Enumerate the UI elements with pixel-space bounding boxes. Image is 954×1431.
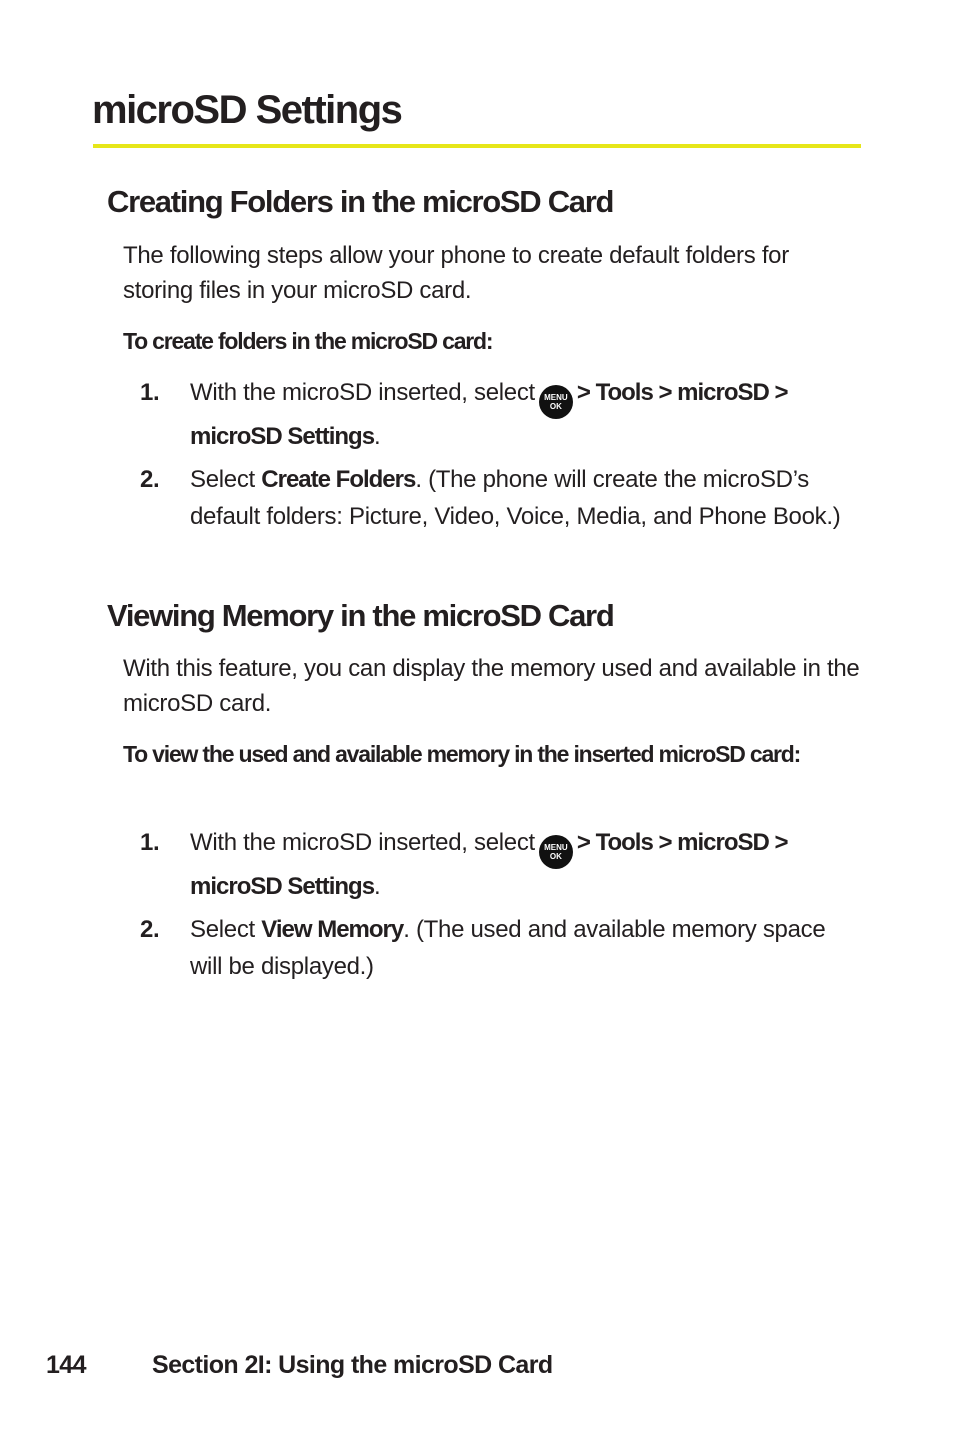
title-rule	[93, 144, 861, 148]
menu-ok-key-icon: MENU OK	[539, 835, 573, 869]
step-item	[140, 912, 860, 985]
step-number: 2.	[140, 466, 160, 493]
section-intro: With this feature, you can display the memory used and available in the microSD card.	[123, 655, 860, 717]
step-number: 1.	[140, 379, 160, 406]
step-item	[140, 825, 860, 906]
menu-path: > Tools > microSD > microSD Settings	[190, 379, 788, 450]
step-number: 1.	[140, 829, 160, 856]
step-text: With the microSD inserted, select MENU OK> Tools > microSD > microSD Settings.	[190, 829, 788, 900]
page-title: microSD Settings	[92, 88, 402, 132]
step-item	[140, 375, 860, 456]
step-text: Select View Memory. (The used and available memory space will be displayed.)	[190, 916, 826, 980]
menu-ok-key-icon: MENU OK	[539, 385, 573, 419]
step-text: With the microSD inserted, select MENU OK> Tools > microSD > microSD Settings.	[190, 379, 788, 450]
page-number: 144	[46, 1351, 86, 1379]
menu-path: > Tools > microSD > microSD Settings	[190, 829, 788, 900]
footer-section-title: Section 2I: Using the microSD Card	[152, 1351, 553, 1379]
section-intro: The following steps allow your phone to create default folders for storing files in your microSD card.	[123, 242, 789, 304]
step-number: 2.	[140, 916, 160, 943]
procedure-lead: To create folders in the microSD card:	[123, 328, 493, 354]
section-heading-creating-folders: Creating Folders in the microSD Card	[107, 184, 614, 219]
option-name: Create Folders	[261, 466, 416, 493]
option-name: View Memory	[261, 916, 404, 943]
procedure-lead: To view the used and available memory in the inserted microSD card:	[123, 741, 801, 767]
step-item	[140, 462, 860, 535]
section-heading-viewing-memory: Viewing Memory in the microSD Card	[107, 598, 614, 633]
step-text: Select Create Folders. (The phone will create the microSD’s default folders: Picture, Video, Voice, Media, and Phone Book.)	[190, 466, 841, 530]
